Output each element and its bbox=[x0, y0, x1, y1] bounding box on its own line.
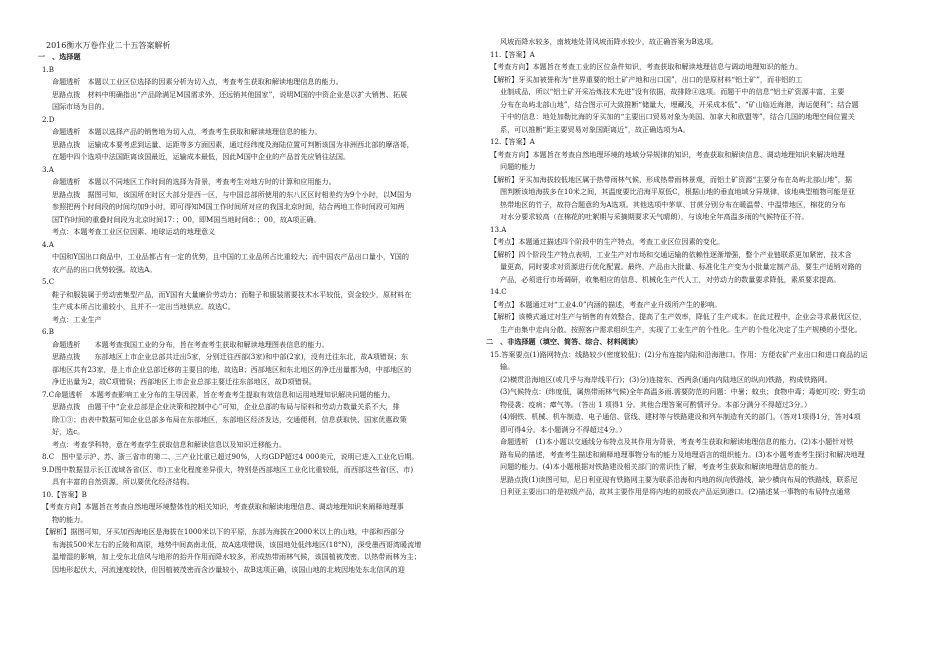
text-line: 15.答案要点(1)路网特点：线路较少(密度较低)；(2)分布连接内陆和沿海港口。作用：方便农矿产业出口和进口商品的运 bbox=[490, 349, 868, 359]
text-line: 【解析】据图可知，牙买加西海地区是海拔在1000米以下的平原，东部为海拔在2000米以上的山地，中部和西部分 bbox=[42, 527, 405, 536]
text-line: 3.A bbox=[42, 164, 54, 174]
text-line: (2)横贯沿海地区(或几乎与海岸线平行)；(3)分)连接东、西两条(通向内陆地区的纵向)铁路，构成铁路网。 bbox=[500, 374, 832, 384]
text-line: 产品，必须进行市场调研，收集相应的信息、机械化生产代人工，对劳动力的数量要求降低，素质要求提高。 bbox=[500, 274, 841, 284]
text-line: 考点：考查学科特，意在考查学生获取信息和解读信息以及知识迁移能力。 bbox=[52, 439, 287, 449]
text-line: 生产成本所占比重较小，且并不一定出当地供应。故选C。 bbox=[52, 302, 235, 311]
text-line: 14.C bbox=[490, 287, 507, 296]
text-line: 图判断该地海拔多在10米之间，其温度要比沿海平原低C，根据山地的垂直地域分异规律，该地典型植物可能是亚 bbox=[500, 187, 855, 196]
text-line: 风坡而降水较多，南坡地处背风坡而降水较少，故正确答案为B选项。 bbox=[500, 37, 719, 46]
text-line: 系，可以推断“距主要贸易对象国距离近”，故正确选项为A。 bbox=[500, 124, 690, 134]
text-line: 二 、非选择题（填空、简答、综合、材料阅读） bbox=[486, 337, 643, 346]
text-line: 输。 bbox=[500, 362, 515, 371]
text-line: 思路点拨 由题干中“企业总部是企业决策和控制中心”可知，企业总部的布局与原料和劳动力数量关系不大，排 bbox=[52, 402, 400, 411]
text-line: 因地形起伏大，河流速度较快，但因植被茂密而含沙量较小，故B选项正确，该国山地的北坡因地处东北信风的迎 bbox=[52, 564, 405, 574]
text-line: 2.D bbox=[42, 114, 55, 124]
text-line: 5.C bbox=[42, 277, 55, 286]
text-line: 命题透析 本题以工业区位选择的因素分析为切入点，考查考生获取和解读地理信息的能力。 bbox=[52, 77, 343, 86]
text-line: (4)钢铁、机械、机车制造、电子通信、管线、建材等与铁路建设和列车制造有关的部门。（答对1项得1分，答对4项 bbox=[500, 412, 861, 421]
text-line: 9.D图中数据显示长江流域各省(区、市)工业化程度差异很大，特别是西部地区工业化比重较低，而西部这些省(区、市) bbox=[42, 464, 414, 474]
text-line: 命题透析 本题以选择产品的销售地为切入点，考查考生获取和解读地理信息的能力。 bbox=[52, 127, 322, 136]
text-line: 分布在岛屿北部山地”，结合图示可大致推断“储量大，埋藏浅，开采成本低”、“矿山临近海港，海运便利”；结合题 bbox=[500, 99, 859, 109]
text-line: 考点：工业生产 bbox=[52, 314, 102, 324]
text-line: 日利亚主要出口的是初级产品，故其主要作用是将内地的初级农产品运到港口。(2)描述某一事物的布局特点通常 bbox=[500, 487, 851, 496]
text-line: 物侵袭；疫病；瘴气等。（答出 1 项得1 分。其他合理答案可酌情评分。本部分满分不得超过3分。） bbox=[500, 399, 812, 409]
text-line: 参照把两个时间段的时间均加9小时，即可得知M国工作时间所对应的我国北京时间，结合两地工作时间段可知两 bbox=[52, 202, 405, 211]
text-line: 一 、选择题 bbox=[38, 52, 81, 61]
text-line: 除①③；由表中数据可知企业总部多布局在东部地区，东部地区经济发达，交通便利，信息获取快、国家优惠政策 bbox=[52, 414, 407, 424]
text-line: 【考查方向】本题旨在考查自然地理环境的地域分异规律的知识，考查获取和解读信息、调动地理知识来解决地理 bbox=[490, 149, 845, 159]
text-line: 【解析】四个阶段生产特点表明，工业生产对市场和交通运输的依赖性逐渐增强，整个产业链联系更加紧密，技术含 bbox=[490, 249, 852, 259]
text-line: 思路点拨 材料中明确指出“产品除满足M国需求外，还远销其他国家”，说明M国的中资企业是以扩大销售、拓展 bbox=[52, 89, 408, 99]
text-line: 国T作时间的重叠时间段为北京时间17：；00，即M国当地时间8：；00，故A项正确。 bbox=[52, 214, 321, 224]
text-line: 思路点拨 据图可知，该国所在时区大部分是西一区，与中国总部所使用的东八区区时相差约为9个小时，以M国为 bbox=[52, 189, 412, 199]
text-line: 即可得4分。本小题满分不得超过4分。） bbox=[500, 424, 627, 434]
text-line: 中国和Y国出口商品中，工业品都占有一定的优势，且中国的工业品所占比重较大；而中国农产品出口量小，Y国的 bbox=[52, 252, 409, 261]
text-line: 【解析】该模式通过对生产与销售的有效整合，提高了生产效率，降低了生产成本。在此过程中，企业会寻求最优区位， bbox=[490, 312, 866, 321]
right-column bbox=[486, 0, 918, 672]
text-line: 布海拔500米左右的丘陵和高原，地势中间高南北低，故A选项错误，该国地处低纬地区(18°N)，深受墨西哥湾暖流增 bbox=[52, 539, 422, 549]
text-line: 农产品的出口优势较强。故选A。 bbox=[52, 264, 157, 274]
text-line: 温增湿的影响，加上受东北信风与地形的抬升作用而降水较多，形成热带雨林气候，该国植被茂密，以热带雨林为主； bbox=[52, 552, 421, 561]
text-line: 对水分要求较高（在棉花的吐絮期与采摘期要求天气晴朗），与该地全年高温多雨的气候特征不符。 bbox=[500, 212, 809, 221]
text-line: 7.C命题透析 本题考查影响工业分布的主导因素，旨在考查考生提取有效信息和运用地理知识解决问题的能力。 bbox=[42, 389, 395, 399]
text-line: 【考点】本题通过对“工业4.0”内涵的描述，考查产业升级所产生的影响。 bbox=[490, 299, 722, 309]
text-line: 部地区共有23家，是上市企业总部迁移的主要目的地，故选B；西部地区和东北地区的净迁出量都为8，中部地区的 bbox=[52, 364, 412, 374]
text-line: 【考查方向】本题旨在考查工业的区位条件知识，考查获取和解读地理信息与调动地理知识的能力。 bbox=[490, 62, 803, 71]
text-line: 【解析】牙买加海拔较低地区属于热带雨林气候，形成热带雨林景观，而铝土矿资源“主要分布在岛屿北部山地”，据 bbox=[490, 174, 852, 184]
text-line: 10.【答案】B bbox=[42, 489, 87, 499]
text-line: 13.A bbox=[490, 224, 507, 234]
text-line: 6.B bbox=[42, 327, 54, 336]
text-line: 国际市场为目的。 bbox=[52, 102, 109, 111]
text-line: 1.B bbox=[42, 64, 54, 74]
text-line: 鞋子和服装属于劳动密集型产品，而Y国有大量廉价劳动力；而鞋子和服装需要技术水平较低，资金较少，原材料在 bbox=[52, 289, 412, 299]
text-line: 生产由集中走向分散。按照客户需求组织生产，实现了工业生产的个性化。生产的个性化决定了生产规模的小型化。 bbox=[500, 324, 862, 334]
text-line: 思路点拨(1)读图可知，尼日利亚现有铁路网主要为联系沿海和内地的纵向铁路线，缺少横向布局的铁路线，联系尼 bbox=[500, 474, 858, 484]
text-line: 思路点拨 东部地区上市企业总部共迁出5家，分别迁往西部(3家)和中部(2家)，没有迁往东北，故A项错误；东 bbox=[52, 352, 409, 361]
text-line: 命题透析 本题以不同地区工作时间的选择为背景，考查考生对地方时的计算和应用能力。 bbox=[52, 177, 336, 186]
text-line: 问题的能力 bbox=[500, 162, 536, 171]
text-line: 11.【答案】A bbox=[490, 49, 535, 59]
text-line: 在题中四个选项中法国距离该国最近，运输成本最低，因此M国中企业的产品首先应销往法国。 bbox=[52, 152, 351, 161]
text-line: 好，选c。 bbox=[52, 427, 85, 436]
text-line: 路布局的描述，考查考生描述和阐释地理事物分布的能力及地理语言的组织能力。(3)本小题考查考生探讨和解决地理 bbox=[500, 449, 865, 459]
text-line: 物的能力。 bbox=[52, 514, 88, 524]
text-line: 【解析】牙买加被誉称为“世界重要的铝土矿产地和出口国”，出口的是原材料“铝土矿”，而非铝的工 bbox=[490, 74, 803, 84]
text-line: 具有丰富的自然资源，所以要优化经济结构。 bbox=[52, 477, 194, 486]
text-line: 问题的能力。(4)本小题根据对铁路建设相关部门的常识性了解，考查考生获取和解读地理信息的能力。 bbox=[500, 462, 823, 471]
text-line: 【考点】本题通过描述四个阶段中的生产特点，考查工业区位因素的变化。 bbox=[490, 237, 725, 246]
text-line: 业制成品，所以“铝土矿开采冶炼技术先进”没有依据，故排除④选项。而题干中的信息“铝土矿资源丰富，主要 bbox=[500, 87, 845, 96]
right-column-text bbox=[486, 36, 918, 499]
text-line: 12.【答案】A bbox=[490, 137, 535, 146]
text-line: 净迁出量为2，故C项错误；西部地区上市企业总部主要迁往东部地区，故D项错误。 bbox=[52, 377, 316, 386]
text-line: 量更高，同时要求对资源进行优化配置。最终，产品由大批量、标准化生产变为小批量定制产品，要生产适销对路的 bbox=[500, 262, 862, 271]
text-line: 【考查方向】本题旨在考查自然地理环境整体性的相关知识，考查获取和解读地理信息、调动地理知识来阐释地理事 bbox=[42, 502, 404, 511]
text-line: 考点：本题考查工业区位因素、地球运动的地理意义 bbox=[52, 227, 216, 236]
text-line: (3)气候特点：(纬度低，属热带雨林气候)全年高温多雨.需要防范的问题：中暑；蚊虫；食物中毒；毒蛇叮咬；野生动 bbox=[500, 387, 866, 396]
text-line: 热带地区的竹子，故符合题意的为A选项。其他选项中茅草、甘蔗分别分布在暖温带、中温带地区，棉花的分布 bbox=[500, 199, 846, 209]
text-line: 8.C 图中显示沪、苏、浙三省市的第二、三产业比重已超过90%，人均GDP超过4 000美元，说明已进入工业化后期。 bbox=[42, 452, 419, 461]
left-column bbox=[38, 0, 464, 672]
text-line: 命题透析 本题考查我国工业的分布，旨在考查考生获取和解读地理图表信息的能力。 bbox=[52, 339, 329, 349]
text-line: 4.A bbox=[42, 239, 54, 249]
text-line: 干中的信息：地处加勒比海的牙买加的“主要出口贸易对象为美国、加拿大和欧盟等”，结合几国的地理空间位置关 bbox=[500, 112, 855, 121]
text-line: 思路点拨 运输成本要考虑到运量、运距等多方面因素，通过经纬度及海陆位置可判断该国为非洲西北部的摩洛哥， bbox=[52, 139, 414, 149]
text-line: 命题透析 (1)本小题以交通线分布特点及其作用为背景，考查考生获取和解读地理信息的能力。(2)本小题针对铁 bbox=[500, 437, 854, 446]
left-column-text bbox=[38, 51, 464, 576]
document-title: 2016衡水万卷作业二十五答案解析 bbox=[46, 41, 171, 50]
